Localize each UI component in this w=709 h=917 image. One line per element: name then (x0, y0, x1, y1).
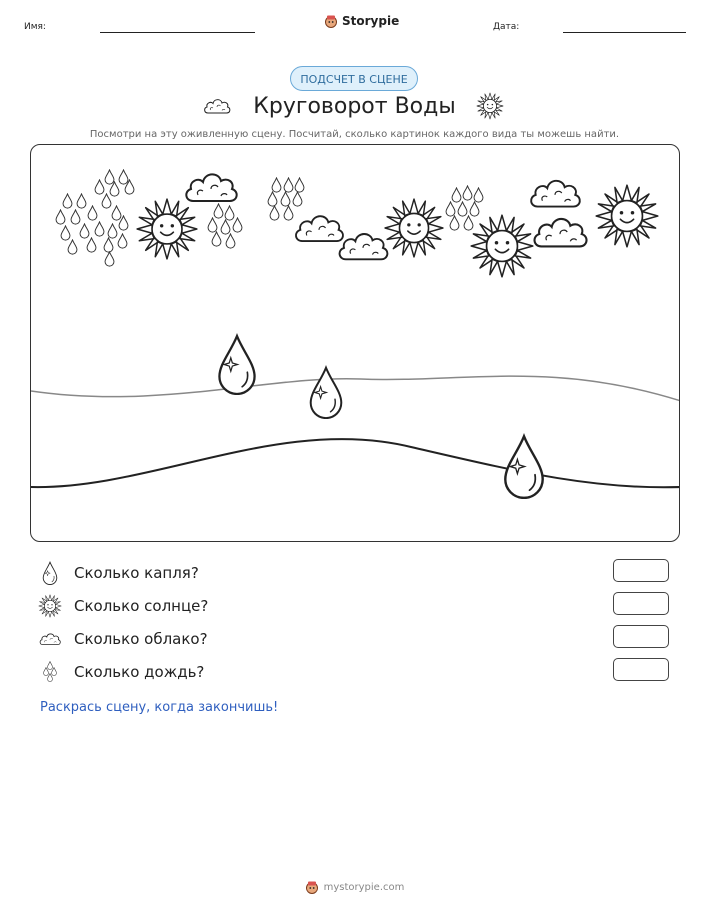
question-text: Сколько капля? (74, 564, 199, 582)
instruction-text: Раскрась сцену, когда закончишь! (40, 700, 279, 715)
cloud-5 (534, 219, 586, 247)
drop-3 (505, 436, 542, 498)
sun-icon (476, 92, 504, 120)
question-row-drop (38, 561, 199, 585)
drop-1 (219, 336, 254, 394)
question-row-sun (38, 594, 208, 618)
answer-box-cloud[interactable] (613, 625, 669, 648)
cloud-2 (296, 216, 343, 241)
hill-line-front (31, 439, 680, 487)
rain-cluster-3 (268, 178, 304, 220)
footer (0, 880, 709, 894)
date-line (563, 32, 686, 33)
cloud-3 (340, 234, 388, 259)
question-row-cloud (38, 627, 208, 651)
brand-logo (324, 14, 399, 28)
rain-cluster-2 (208, 204, 242, 248)
hill-line-back (31, 376, 680, 401)
brand-name: Storypie (342, 14, 400, 28)
answer-box-rain[interactable] (613, 658, 669, 681)
answer-box-drop[interactable] (613, 559, 669, 582)
cloud-1 (186, 174, 236, 201)
sun-4 (596, 185, 658, 247)
rain-icon (38, 660, 62, 684)
page-subtitle: Посмотри на эту оживленную сцену. Посчитай, сколько картинок каждого вида ты можешь найти. (89, 129, 620, 140)
scene-frame (30, 144, 680, 542)
cloud-4 (531, 181, 580, 207)
footer-site[interactable]: mystorypie.com (323, 881, 405, 893)
date-label: Дата: (493, 22, 520, 32)
sun-1 (137, 199, 197, 259)
sun-2 (385, 199, 443, 257)
name-label: Имя: (24, 22, 46, 32)
question-row-rain (38, 660, 204, 684)
cloud-icon (38, 627, 62, 651)
scene-illustration (31, 145, 680, 542)
question-text: Сколько облако? (74, 630, 208, 648)
answer-box-sun[interactable] (613, 592, 669, 615)
rain-cluster-1 (56, 170, 134, 266)
sun-3 (471, 215, 533, 277)
question-text: Сколько солнце? (74, 597, 209, 615)
rain-cluster-4 (446, 186, 483, 230)
sun-icon (38, 594, 62, 618)
category-badge: ПОДСЧЕТ В СЦЕНЕ (290, 66, 418, 91)
page-title: Круговорот Воды (253, 94, 456, 119)
name-line (100, 32, 255, 33)
storypie-mascot-icon (324, 14, 338, 28)
drop-icon (38, 561, 62, 585)
drop-2 (311, 368, 342, 418)
storypie-mascot-icon (305, 880, 319, 894)
question-text: Сколько дождь? (74, 663, 205, 681)
